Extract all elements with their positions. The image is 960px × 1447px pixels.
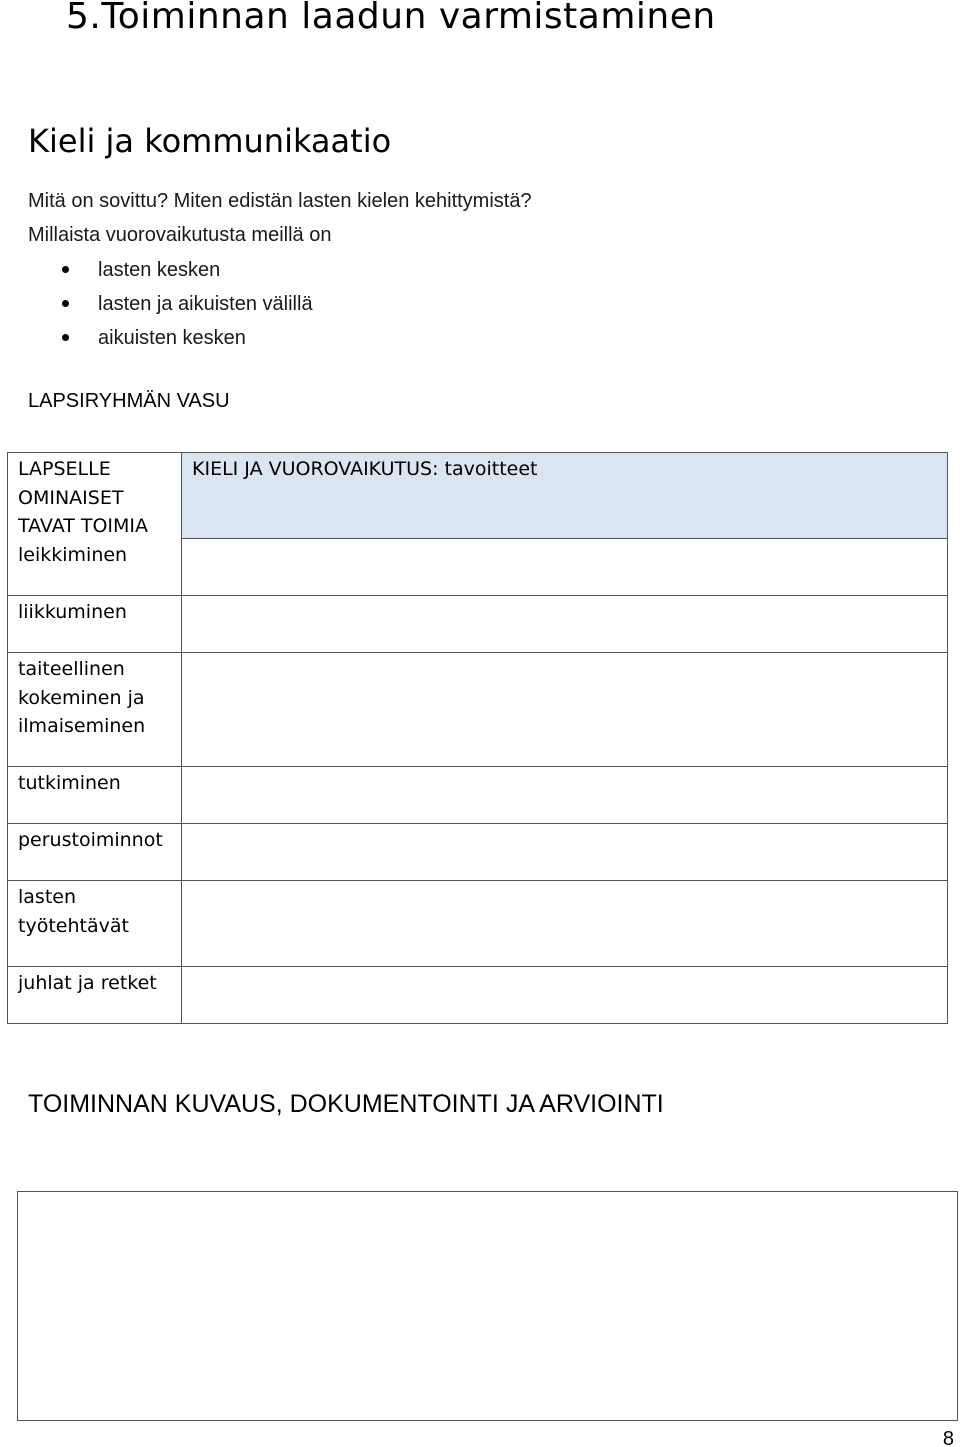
header-cell-right: KIELI JA VUOROVAIKUTUS: tavoitteet (182, 453, 948, 539)
table-row (8, 596, 948, 653)
section-heading: Kieli ja kommunikaatio (28, 122, 392, 160)
table-cell-goal[interactable] (182, 767, 948, 824)
table-cell-goal[interactable] (182, 539, 948, 596)
row-label: juhlat ja retket (18, 972, 157, 994)
table-row (8, 881, 948, 967)
row-label: kokeminen ja (18, 686, 145, 709)
kuvaus-heading: TOIMINNAN KUVAUS, DOKUMENTOINTI JA ARVIOINTI (28, 1090, 664, 1118)
header-cell-left (8, 453, 182, 596)
row-label: ilmaiseminen (18, 715, 146, 737)
row-label-cell (8, 881, 182, 967)
table-row (8, 767, 948, 824)
table-row (8, 967, 948, 1024)
table-cell-goal[interactable] (182, 596, 948, 653)
vasu-table (7, 452, 948, 1024)
intro-question-1: Mitä on sovittu? Miten edistän lasten kielen kehittymistä? (28, 190, 532, 212)
bullet-list (62, 258, 313, 360)
row-label: tutkiminen (18, 772, 121, 794)
row-label: työtehtävät (18, 914, 129, 937)
intro-question-2: Millaista vuorovaikutusta meillä on (28, 224, 332, 246)
vasu-label: LAPSIRYHMÄN VASU (28, 390, 230, 412)
table-header-row (8, 453, 948, 539)
row-label: taiteellinen (18, 658, 125, 680)
table-cell-goal[interactable] (182, 824, 948, 881)
header-left-line: LAPSELLE (18, 458, 111, 480)
page-number: 8 (942, 1428, 954, 1447)
table-cell-goal[interactable] (182, 967, 948, 1024)
row-label-cell (8, 596, 182, 653)
table-cell-goal[interactable] (182, 881, 948, 967)
row-label-cell (8, 767, 182, 824)
row-label: leikkiminen (18, 543, 128, 566)
row-label: lasten (18, 886, 77, 908)
table-row (8, 824, 948, 881)
kuvaus-text-box[interactable] (17, 1191, 958, 1421)
row-label-cell (8, 653, 182, 767)
row-label-cell (8, 824, 182, 881)
row-label-cell (8, 967, 182, 1024)
list-item: lasten kesken (62, 258, 313, 292)
table-row (8, 653, 948, 767)
table-cell-goal[interactable] (182, 653, 948, 767)
row-label: perustoiminnot (18, 829, 163, 851)
row-label: liikkuminen (18, 601, 127, 623)
header-left-line: TAVAT TOIMIA (18, 515, 149, 537)
list-item: aikuisten kesken (62, 326, 313, 360)
header-left-line: OMINAISET (18, 486, 124, 509)
page-title: 5.Toiminnan laadun varmistaminen (66, 0, 716, 37)
list-item: lasten ja aikuisten välillä (62, 292, 313, 326)
